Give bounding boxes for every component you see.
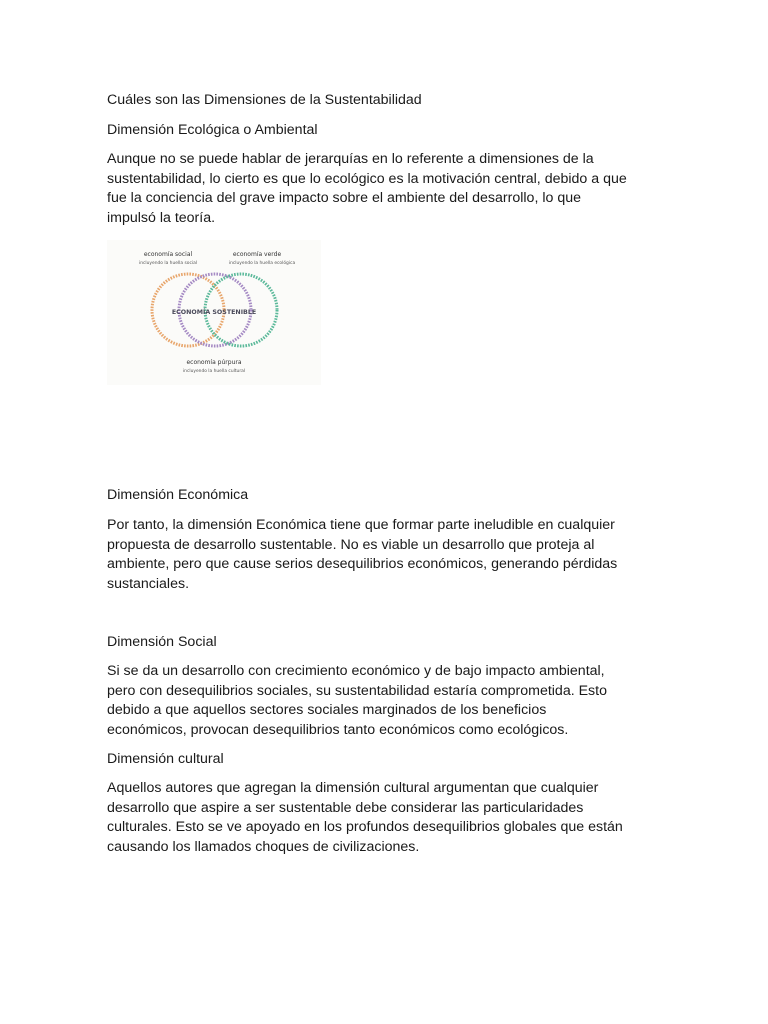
paragraph-line: sustentabilidad, lo cierto es que lo ecológico es la motivación central, debido a que [107, 170, 627, 187]
paragraph-line: desarrollo que aspire a ser sustentable debe considerar las particularidades [107, 799, 584, 816]
paragraph-line: propuesta de desarrollo sustentable. No es viable un desarrollo que proteja al [107, 536, 595, 553]
page-title: Cuáles son las Dimensiones de la Sustentabilidad [107, 92, 422, 108]
paragraph-line: fue la conciencia del grave impacto sobre el ambiente del desarrollo, lo que [107, 190, 581, 207]
social-subtitle: incluyendo la huella social [139, 261, 197, 266]
paragraph-line: debido a que aquellos sectores sociales marginados de los beneficios [107, 702, 547, 719]
paragraph-line: Aquellos autores que agregan la dimensión cultural argumentan que cualquier [107, 780, 599, 796]
paragraph-line: económicos, provocan desequilibrios tanto económicos como ecológicos. [107, 721, 569, 738]
paragraph-economica [107, 516, 667, 594]
paragraph-line: Por tanto, la dimensión Económica tiene que formar parte ineludible en cualquier [107, 517, 615, 533]
section-heading-economica: Dimensión Económica [107, 487, 249, 503]
verde-subtitle: incluyendo la huella ecológica [228, 261, 296, 266]
section-heading-ecologica: Dimensión Ecológica o Ambiental [107, 122, 318, 138]
paragraph-social [107, 662, 667, 740]
social-title: economía social [143, 251, 193, 258]
paragraph-cultural [107, 779, 667, 857]
sustainable-economy-venn-diagram [107, 240, 321, 385]
paragraph-line: Si se da un desarrollo con crecimiento económico y de bajo impacto ambiental, [107, 663, 605, 679]
paragraph-line: impulsó la teoría. [107, 209, 216, 226]
paragraph-line: ambiente, pero que cause serios desequilibrios económicos, generando pérdidas [107, 556, 618, 573]
section-heading-cultural: Dimensión cultural [107, 751, 224, 767]
paragraph-line: causando los llamados choques de civilizaciones. [107, 838, 420, 855]
section-heading-social: Dimensión Social [107, 634, 217, 650]
purpura-title: economía púrpura [186, 359, 242, 366]
paragraph-line: pero con desequilibrios sociales, su sustentabilidad estaría comprometida. Esto [107, 682, 607, 699]
verde-title: economía verde [232, 251, 282, 258]
paragraph-line: sustanciales. [107, 575, 190, 592]
purpura-subtitle: incluyendo la huella cultural [182, 369, 246, 374]
paragraph-ecologica [107, 150, 667, 228]
paragraph-line: Aunque no se puede hablar de jerarquías en lo referente a dimensiones de la [107, 151, 594, 167]
paragraph-line: culturales. Esto se ve apoyado en los profundos desequilibrios globales que están [107, 819, 623, 836]
center-label: ECONOMÍA SOSTENIBLE [171, 309, 257, 316]
